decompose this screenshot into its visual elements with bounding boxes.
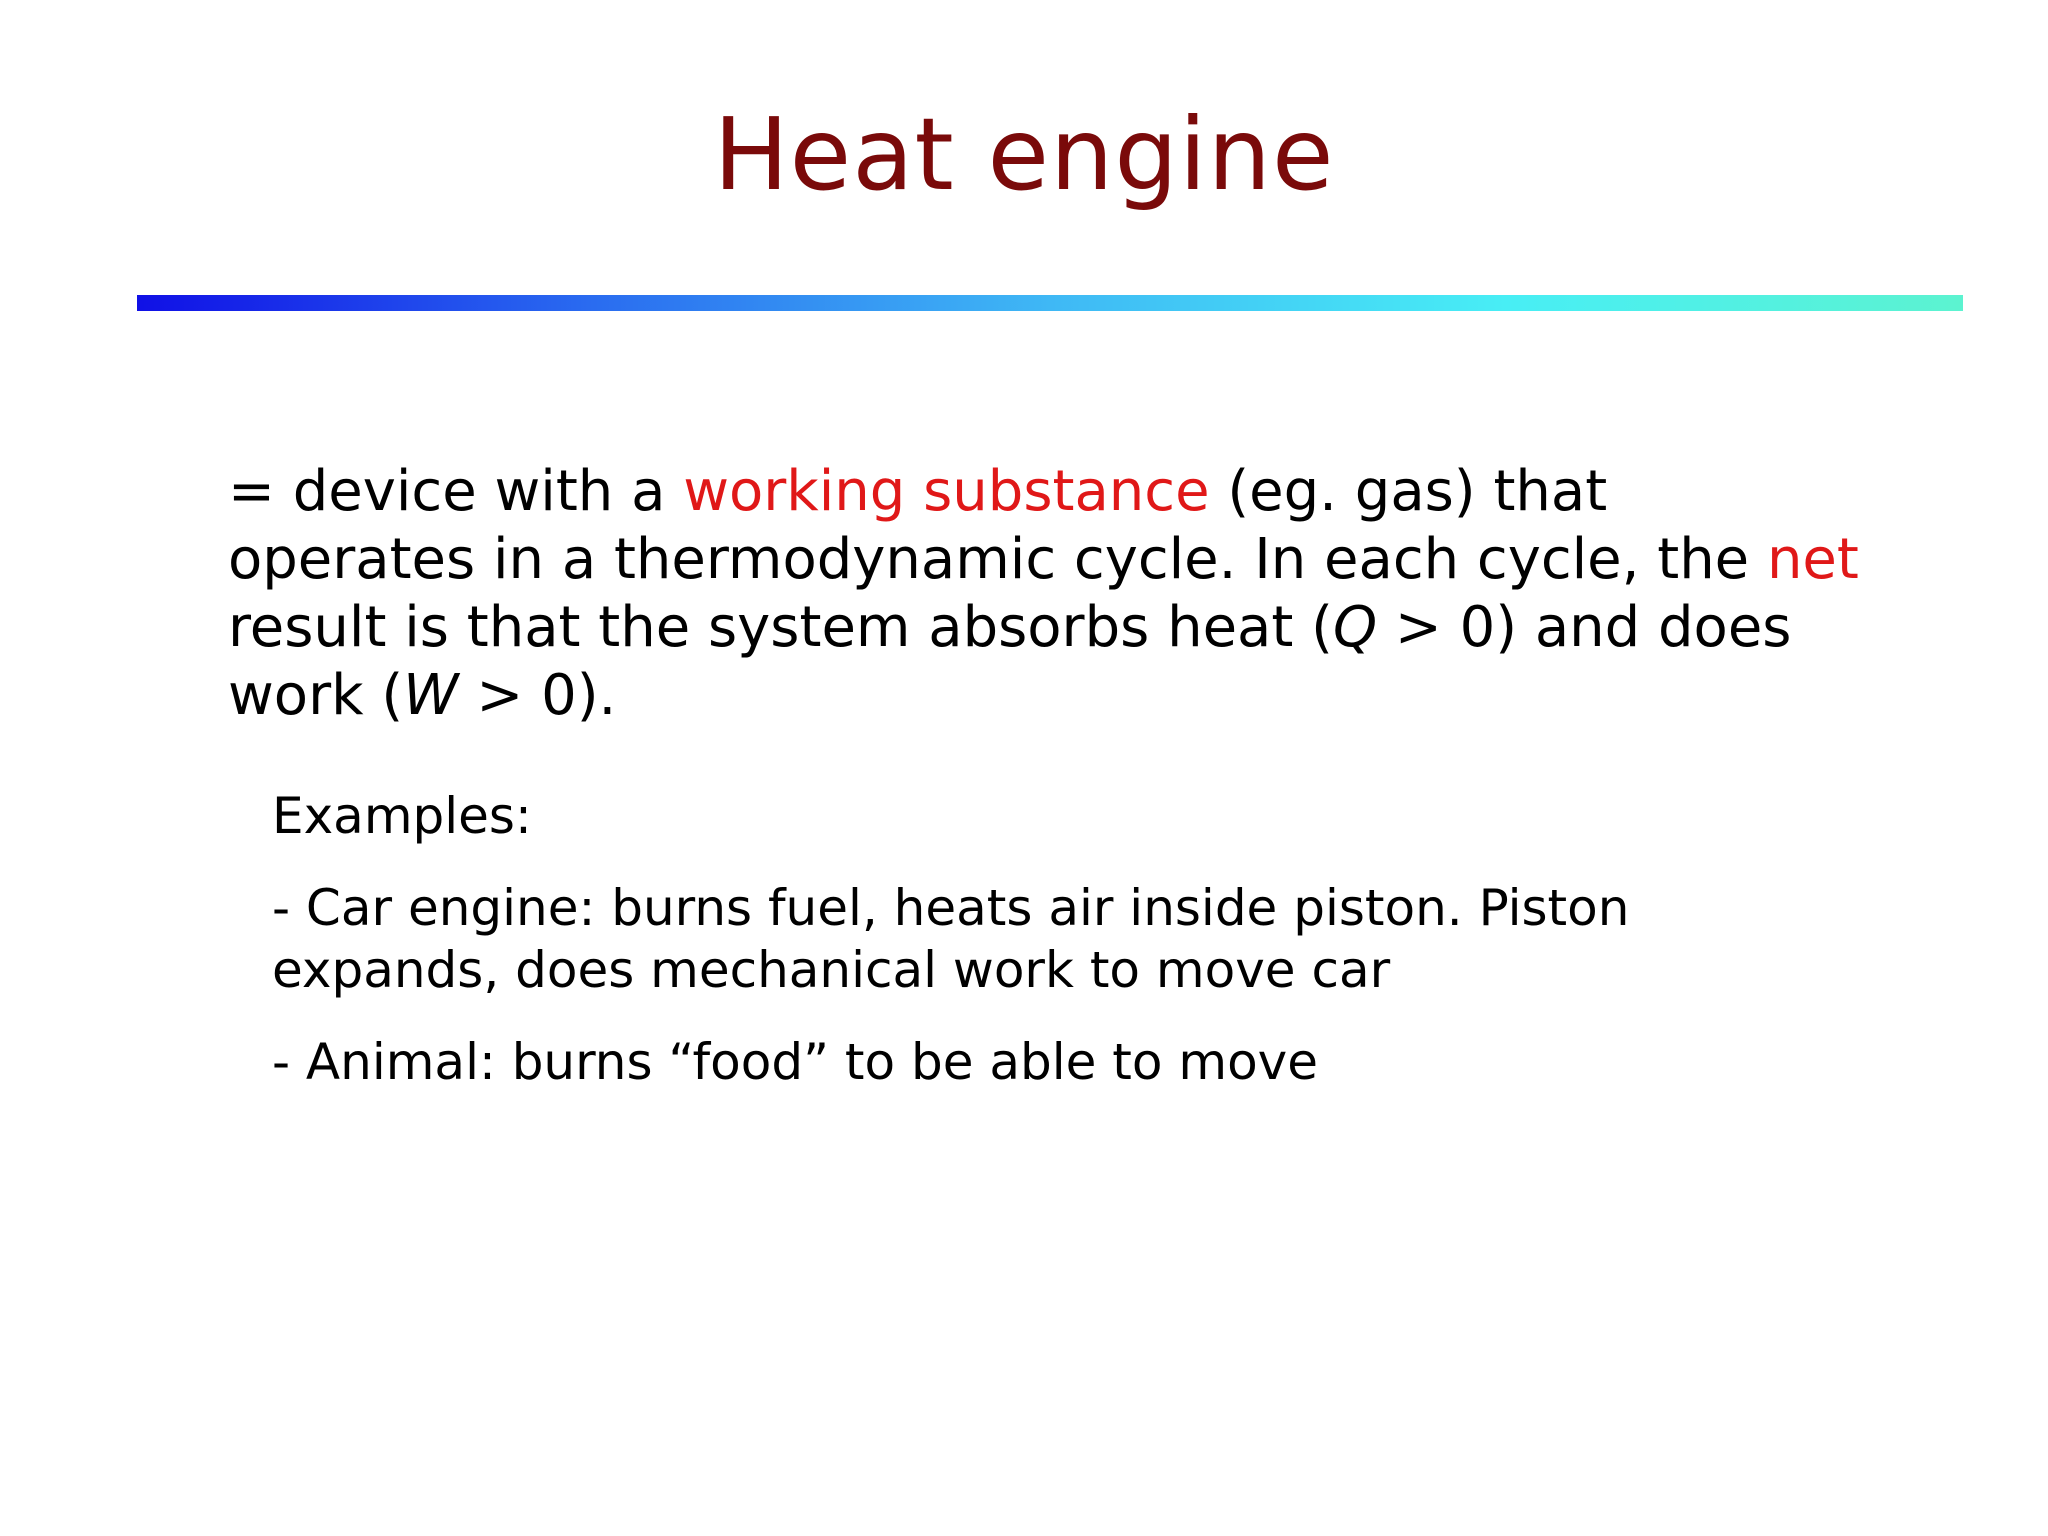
definition-text-5: > 0).: [458, 663, 617, 728]
examples-heading: Examples:: [272, 787, 532, 845]
title-divider: [137, 295, 1963, 311]
definition-text-2: (eg. gas) that operates in a thermodynamic cycle. In each cycle, the: [228, 459, 1767, 592]
definition-text-3: result is that the system absorbs heat (: [228, 595, 1333, 660]
example-item-car-engine: - Car engine: burns fuel, heats air inside piston. Piston expands, does mechanical work to move car: [272, 879, 1630, 999]
variable-w: W: [403, 663, 459, 728]
highlight-working-substance: working substance: [683, 459, 1210, 524]
definition-text-1: = device with a: [228, 459, 684, 524]
definition-text-4: > 0) and does work (: [228, 595, 1792, 728]
slide-title: Heat engine: [713, 96, 1335, 213]
highlight-net: net: [1766, 527, 1859, 592]
variable-q: Q: [1332, 595, 1378, 660]
examples-section: [272, 785, 1852, 1123]
example-item-animal: - Animal: burns “food” to be able to move: [272, 1033, 1319, 1091]
definition-paragraph: [228, 458, 1868, 730]
